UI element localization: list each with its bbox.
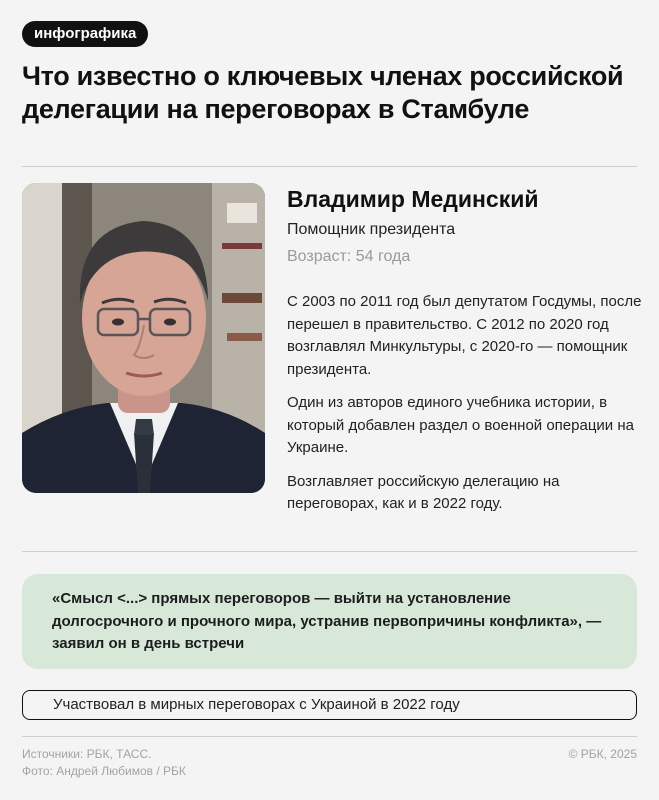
person-name: Владимир Мединский xyxy=(287,186,539,212)
quote-box xyxy=(22,574,637,669)
divider-bottom xyxy=(22,736,637,737)
divider-top xyxy=(22,166,637,167)
bio-paragraph: Возглавляет российскую делегацию на переговорах, как и в 2022 году. xyxy=(287,472,560,512)
person-role: Помощник президента xyxy=(287,221,456,238)
bio-paragraph: С 2003 по 2011 год был депутатом Госдумы, после перешел в правительство. С 2012 по 2020 год возглавлял Минкультуры, с 2020-го — помощник президента. xyxy=(287,293,642,378)
photo-credit: Фото: Андрей Любимов / РБК xyxy=(22,764,186,778)
footer-sources xyxy=(22,746,186,780)
sources-text: Источники: РБК, ТАСС. xyxy=(22,747,152,761)
page-title: Что известно о ключевых членах российской делегации на переговорах в Стамбуле xyxy=(22,61,624,124)
copyright: © РБК, 2025 xyxy=(568,747,637,761)
category-badge: инфографика xyxy=(22,21,148,47)
person-bio xyxy=(287,291,647,527)
portrait-illustration xyxy=(22,183,265,493)
bio-paragraph: Один из авторов единого учебника истории, в который добавлен раздел о военной операции на Украине. xyxy=(287,394,634,456)
note-box: Участвовал в мирных переговорах с Украиной в 2022 году xyxy=(22,690,637,720)
person-age: Возраст: 54 года xyxy=(287,248,411,265)
person-photo xyxy=(22,183,265,493)
divider-middle xyxy=(22,551,637,552)
quote-text: «Смысл <...> прямых переговоров — выйти на установление долгосрочного и прочного мира, устранив первопричины конфликта», — заявил он в день встречи xyxy=(52,590,602,652)
